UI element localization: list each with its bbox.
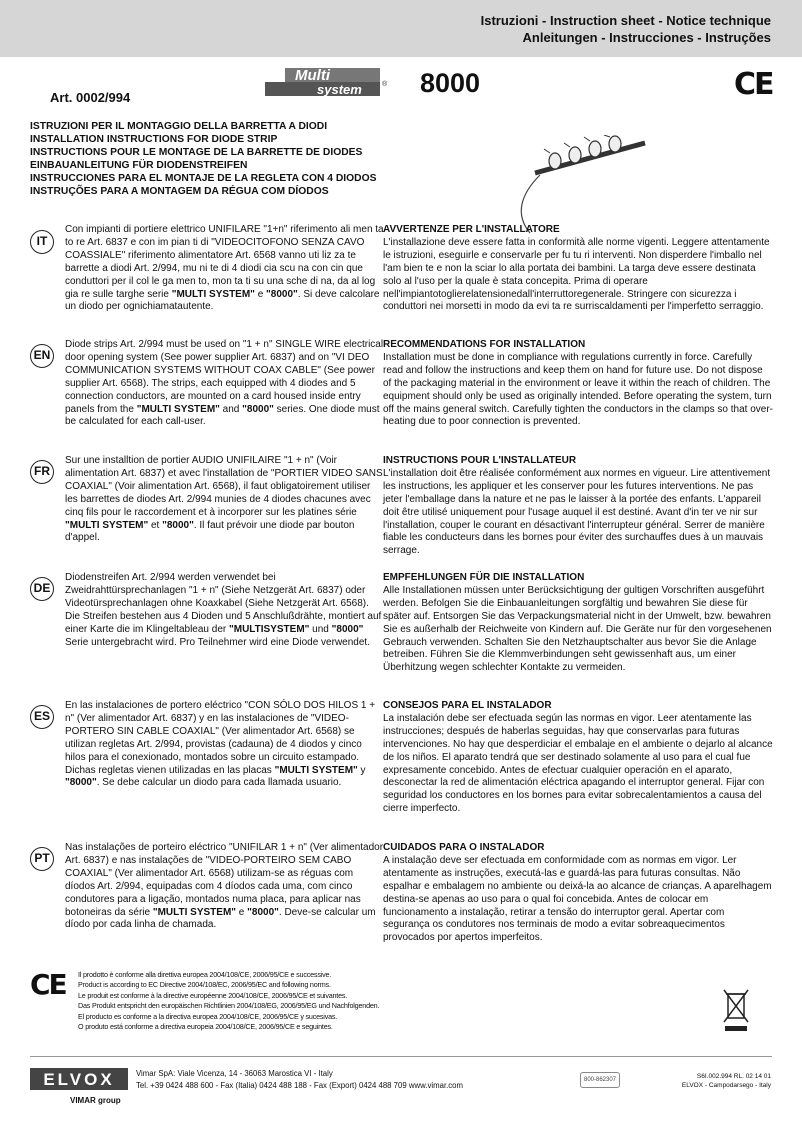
body-it-bold1: "MULTI SYSTEM" bbox=[171, 288, 255, 300]
body-pt-tail: . Deve-se calcular um díodo por cada linha de chamada. bbox=[65, 906, 376, 931]
title-it: ISTRUZIONI PER IL MONTAGGIO DELLA BARRETTA A DIODI bbox=[30, 121, 328, 132]
body-fr-mid: et bbox=[148, 519, 163, 531]
body-en-bold1: "MULTI SYSTEM" bbox=[136, 403, 220, 415]
body-es-bold2: "8000" bbox=[65, 777, 97, 789]
body-de-bold2: "8000" bbox=[331, 623, 364, 635]
contacts-line: Tel. +39 0424 488 600 - Fax (Italia) 0424 488 188 - Fax (Export) 0424 488 709 www.vimar.com bbox=[136, 1081, 464, 1090]
body-de-bold1: "MULTISYSTEM" bbox=[229, 623, 310, 635]
header-line-2: Anleitungen - Instrucciones - Instruções bbox=[522, 30, 771, 45]
body-es bbox=[65, 700, 385, 790]
warn-es bbox=[383, 700, 773, 816]
title-list bbox=[30, 120, 377, 199]
warn-fr-text: L'installation doit être réalisée conformément aux normes en vigueur. Lire attentivement les instructions, les appliquer et les conserver pour les futures interventions. Ne pas jeter l'emballage dans la nature et ne pas le laisser à la portée des enfants. L'appareil doit être utilisé uniquement pour l'usage auquel il est destiné. Avant d'in ter ve nir sur l'installation, couper le courant en désactivant l'interrupteur général. Serrer de manière fiable les conducteurs dans les bornes pour éviter des surchauffes dues à un mauvais serrage. bbox=[383, 467, 771, 557]
body-it-bold2: "8000" bbox=[266, 288, 298, 300]
body-de-mid: und bbox=[309, 623, 332, 635]
title-en: INSTALLATION INSTRUCTIONS FOR DIODE STRIP bbox=[30, 134, 278, 146]
lang-badge-es: ES bbox=[30, 705, 54, 729]
article-number: Art. 0002/994 bbox=[50, 90, 131, 105]
body-es-bold1: "MULTI SYSTEM" bbox=[274, 764, 358, 776]
body-fr-bold1: "MULTI SYSTEM" bbox=[65, 519, 149, 531]
warn-fr-heading: INSTRUCTIONS POUR L'INSTALLATEUR bbox=[383, 455, 577, 466]
body-pt-text: Nas instalações de porteiro eléctrico "UNIFILAR 1 + n" (Ver alimentador Art. 6837) e nas instalações de "VIDEO-PORTEIRO SEM CABO COAXIAL" (Ver alimentador Art. 6568) utilizam-se as réguas com díodos Art. 2/994, equipadas com 4 díodos cada uma, com cinco condutores para a ligação, montados numa placa, para aplicar nas botoneiras da série bbox=[65, 842, 384, 918]
body-it-mid: e bbox=[254, 288, 267, 300]
warn-de bbox=[383, 572, 773, 675]
body-de bbox=[65, 572, 385, 649]
lang-badge-it: IT bbox=[30, 230, 54, 254]
header-line-1: Istruzioni - Instruction sheet - Notice technique bbox=[480, 13, 771, 28]
header-band bbox=[0, 0, 802, 57]
ce-mark: CE bbox=[734, 67, 773, 102]
title-es: INSTRUCCIONES PARA EL MONTAJE DE LA REGLETA CON 4 DIODOS bbox=[30, 173, 377, 185]
model-number: 8000 bbox=[420, 68, 481, 98]
lang-badge-fr: FR bbox=[30, 460, 54, 484]
warn-it-heading: AVVERTENZE PER L'INSTALLATORE bbox=[383, 224, 560, 235]
body-en-bold2: "8000" bbox=[242, 403, 274, 415]
body-fr-tail: . Il faut prévoir une diode par bouton d'appel. bbox=[65, 519, 355, 544]
body-de-tail: Serie untergebracht wird. Pro Teilnehmer wird eine Diode verwendet. bbox=[65, 636, 370, 648]
body-es-mid: y bbox=[357, 764, 366, 776]
elvox-logo bbox=[30, 1068, 128, 1090]
warn-pt bbox=[383, 842, 773, 945]
vimar-group-logo: VIMAR group bbox=[70, 1096, 121, 1105]
lang-badge-pt: PT bbox=[30, 847, 54, 871]
diode-strip-illustration bbox=[510, 135, 650, 235]
warn-de-heading: EMPFEHLUNGEN FÜR DIE INSTALLATION bbox=[383, 572, 585, 583]
lang-badge-en: EN bbox=[30, 344, 54, 368]
logo-text-system: system bbox=[317, 82, 362, 97]
body-pt-mid: e bbox=[236, 906, 248, 918]
body-en-text: Diode strips Art. 2/994 must be used on "1 + n" SINGLE WIRE electrical door opening system (See power supplier Art. 6837) and on "VI DEO COMMUNICATION SYSTEMS WITHOUT COAX CABLE" (See power supplier Art. 6568). The strips, each equipped with 4 diodes and 5 connection conductors, are mounted on a card housed inside entry panels from the bbox=[65, 339, 384, 415]
warn-it-text: L'installazione deve essere fatta in conformità alle norme vigenti. Leggere attentamente le istruzioni, eseguirle e conservarle per fu tu ri interventi. Non disperdere l'imballo nel l'am bien te e non la sciar lo alla portata dei bambini. La targa deve essere destinata solo al l'uso per la quale è stata concepita. Prima di operare nell'impiantotoglierelatensionedall'interruttoregenerale. Stringere con sicurezza i conduttori nei morsetti in modo da evi ta re surriscaldamenti per l'imperfetto serraggio. bbox=[383, 236, 770, 313]
code-line-1: S6I.002.994 RL. 02 14 01 bbox=[696, 1073, 771, 1080]
warn-pt-heading: CUIDADOS PARA O INSTALADOR bbox=[383, 842, 545, 853]
compliance-list bbox=[78, 970, 379, 1032]
toll-free-badge: 800-862307 bbox=[580, 1072, 620, 1088]
body-fr bbox=[65, 455, 385, 545]
body-pt bbox=[65, 842, 385, 932]
warn-es-text: La instalación debe ser efectuada según las normas en vigor. Leer atentamente las instrucciones; después de haberlas seguidas, hay que conservarlas para futuras intervenciones. No hay que desperdiciar el embalaje en el ambiente o dejarlo al alcance de los niños. El aparato tendrá que ser destinado solamente al uso para el cual fue expresamente concebido. Antes de efectuar cualquier operación en el aparato, desconectar la red de alimentación eléctrica apagando el interruptor general. Fijar con seguridad los conductores en los bornes para evitar sobrecalentamientos a causa del cierre imperfecto. bbox=[383, 712, 773, 815]
warn-pt-text: A instalação deve ser efectuada em conformidade com as normas em vigor. Ler atentamente as instruções, executá-las e guardá-las para futuras consultas. Não espalhar e embalagem no ambiente ou deixá-la ao alcance de crianças. A aparelhagem destina-se apenas ao uso para o qual foi concebida. Antes de colocar em funcionamento a instalação, retirar a tensão do interruptor geral. Apertar com segurança os condutores nos terminais de modo a evitar sobreaquecimentos provocados por apertos imperfeitos. bbox=[383, 854, 772, 944]
body-es-tail: . Se debe calcular un diodo para cada llamada usuario. bbox=[96, 777, 342, 789]
multisystem-logo bbox=[265, 62, 395, 102]
warn-es-heading: CONSEJOS PARA EL INSTALADOR bbox=[383, 700, 552, 711]
body-en bbox=[65, 339, 385, 429]
body-it bbox=[65, 224, 385, 314]
warn-fr bbox=[383, 455, 773, 558]
document-code bbox=[682, 1072, 771, 1090]
compliance-es: El producto es conforme a la directiva europea 2004/108/CE, 2006/95/CE y sucesivas. bbox=[78, 1011, 338, 1021]
title-pt: INSTRUÇÕES PARA A MONTAGEM DA RÉGUA COM DÍODOS bbox=[30, 186, 329, 198]
warn-en-heading: RECOMMENDATIONS FOR INSTALLATION bbox=[383, 339, 586, 350]
logo-text-multi: Multi bbox=[295, 67, 330, 84]
compliance-fr: Le produit est conforme à la directive européenne 2004/108/CE, 2006/95/CE et suivantes. bbox=[78, 990, 348, 1000]
footer-divider bbox=[30, 1056, 772, 1057]
body-it-tail: . Si deve calcolare un diodo per ognichiamatautente. bbox=[65, 288, 380, 313]
address-line: Vimar SpA: Viale Vicenza, 14 - 36063 Marostica VI - Italy bbox=[136, 1069, 333, 1078]
body-en-mid: and bbox=[219, 403, 243, 415]
body-de-text: Diodenstreifen Art. 2/994 werden verwendet bei Zweidrahttürsprechanlagen "1 + n" (Siehe Netzgerät Art. 6837) oder Videotürsprechanlagen ohne Koaxkabel (Siehe Netzgerät Art. 6568). Die Streifen bestehen aus 4 Dioden und 5 Anschlußdrähte, montiert auf einer Karte die im Klingeltableau der bbox=[65, 572, 382, 635]
body-it-text: Con impianti di portiere elettrico UNIFILARE "1+n" riferimento ali men ta to re Art. 6837 e con im pian ti di "VIDEOCITOFONO SENZA CAVO COASSIALE" riferimento alimentatore Art. 6568 vanno uti liz za te barrette a diodi Art. 2/994, mu ni te di 4 diodi cia scu na con cin que conduttori per il col le ga men to, mon ta ti su una sche di na, da al log gia re sulle targhe serie bbox=[65, 224, 384, 300]
svg-text:®: ® bbox=[382, 81, 388, 88]
body-fr-text: Sur une installtion de portier AUDIO UNIFILAIRE "1 + n" (Voir alimentation Art. 6837) et avec l'installation de "PORTIER VIDEO SANS COAXIAL" (Voir alimentation Art. 6568), il faut obligatoirement utiliser les barrettes de diodes Art. 2/994 munies de 4 diodes chacunes avec cinq fils pour le raccordement et à incorporer sur les platines série bbox=[65, 455, 383, 518]
warn-en-text: Installation must be done in compliance with regulations currently in force. Carefully read and follow the instructions and keep them on hand for future use. Do not dispose of the packaging material in the environment or leave it within the reach of children. The equipment should only be used as originally intended. Before operating the system, turn off the mains general switch. Carefully tighten the conductors in the clamps so that over-heating due to poor connection is prevented. bbox=[383, 351, 774, 428]
company-address bbox=[136, 1068, 463, 1092]
compliance-pt: O produto está conforme a directiva europeia 2004/108/CE, 2006/95/CE e seguintes. bbox=[78, 1022, 333, 1032]
compliance-it: Il prodotto è conforme alla direttiva europea 2004/108/CE, 2006/95/CE e successive. bbox=[78, 970, 332, 979]
weee-bin-icon bbox=[722, 988, 750, 1032]
code-line-2: ELVOX - Campodarsego - Italy bbox=[681, 1082, 771, 1089]
body-pt-bold2: "8000" bbox=[247, 906, 279, 918]
warn-it bbox=[383, 224, 773, 314]
ce-mark-footer: CE bbox=[30, 968, 66, 1001]
body-en-tail: series. One diode must be calculated for each call-user. bbox=[65, 403, 380, 428]
warn-de-text: Alle Installationen müssen unter Berücksichtigung der gultigen Vorschriften ausgeführt werden. Befolgen Sie die Einbauanleitungen sorgfältig und bewahren Sie diese für später auf. Entsorgen Sie das Verpackungsmaterial nicht in der Umwelt, bzw. bewahren Sie es außerhalb der Reichweite von Kindern auf. Die Geräte nur für den vorgesehenen Gebrauch verwenden. Schalten Sie den Netzhauptschalter aus bevor Sie die Anlage betreiben. Führen Sie die Klemmverbindungen seht gewissenhaft aus, um einer Überhitzung wegen schlechter Kontakte zu vermeiden. bbox=[383, 584, 772, 674]
title-fr: INSTRUCTIONS POUR LE MONTAGE DE LA BARRETTE DE DIODES bbox=[30, 147, 363, 159]
body-pt-bold1: "MULTI SYSTEM" bbox=[152, 906, 237, 918]
body-es-text: En las instalaciones de portero eléctrico "CON SÓLO DOS HILOS 1 + n" (Ver alimentador Art. 6837) y en las instalaciones de "VIDEO-PORTERO SIN CABLE COAXIAL" (Ver alimentador Art. 6568) se utilizan regletas Art. 2/994, provistas (cadauna) de 4 diodos y cinco hilos para el conexionado, montados sobre un circuito estampado. Dichas regletas vienen utilizadas en las placas bbox=[65, 700, 376, 776]
body-fr-bold2: "8000" bbox=[162, 519, 194, 531]
elvox-logo-text: ELVOX bbox=[43, 1070, 115, 1089]
compliance-en: Product is according to EC Directive 2004/108/EC, 2006/95/EC and following norms. bbox=[78, 980, 331, 990]
warn-en bbox=[383, 339, 773, 429]
lang-badge-de: DE bbox=[30, 577, 54, 601]
compliance-de: Das Produkt entspricht den europäischen Richtlinien 2004/108/EG, 2006/95/EG und Nachfolgenden. bbox=[78, 1001, 380, 1011]
title-de: EINBAUANLEITUNG FÜR DIODENSTREIFEN bbox=[30, 160, 248, 172]
